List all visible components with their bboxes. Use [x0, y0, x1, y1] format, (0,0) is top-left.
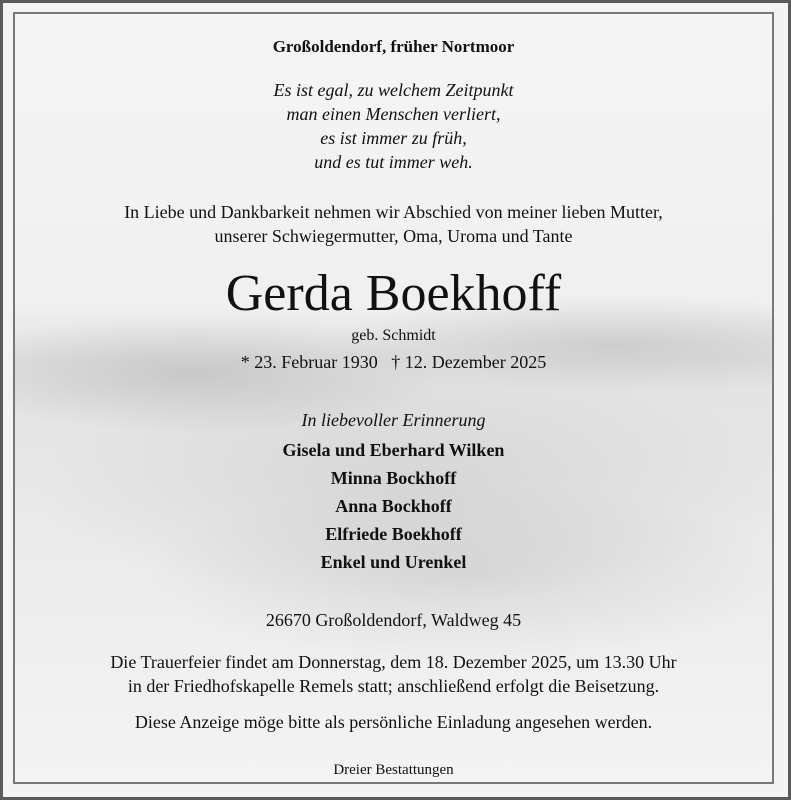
poem-line: und es tut immer weh. [314, 152, 473, 172]
undertaker: Dreier Bestattungen [333, 762, 454, 778]
obituary-sheet [3, 3, 788, 797]
mourner: Enkel und Urenkel [320, 552, 467, 572]
memory-line: In liebevoller Erinnerung [301, 410, 486, 430]
funeral-line: in der Friedhofskapelle Remels statt; anschließend erfolgt die Beisetzung. [127, 676, 660, 696]
mourner: Elfriede Boekhoff [325, 524, 462, 544]
funeral-line: Die Trauerfeier findet am Donnerstag, dem 18. Dezember 2025, um 13.30 Uhr [110, 652, 677, 672]
place: Großoldendorf, früher Nortmoor [272, 37, 515, 56]
maiden-name: geb. Schmidt [351, 327, 436, 344]
mourner: Minna Bockhoff [330, 468, 457, 488]
poem-line: es ist immer zu früh, [320, 128, 467, 148]
poem-line: Es ist egal, zu welchem Zeitpunkt [273, 80, 514, 100]
invitation: Diese Anzeige möge bitte als persönliche Einladung angesehen werden. [134, 712, 653, 732]
mourner: Gisela und Eberhard Wilken [282, 440, 505, 460]
intro-line: In Liebe und Dankbarkeit nehmen wir Abschied von meiner lieben Mutter, [124, 202, 663, 222]
intro-line: unserer Schwiegermutter, Oma, Uroma und Tante [214, 226, 573, 246]
deceased-name: Gerda Boekhoff [225, 265, 562, 322]
poem-line: man einen Menschen verliert, [286, 104, 501, 124]
mourner: Anna Bockhoff [335, 496, 452, 516]
life-dates: * 23. Februar 1930 † 12. Dezember 2025 [240, 352, 547, 372]
obituary-frame [13, 12, 774, 784]
address: 26670 Großoldendorf, Waldweg 45 [265, 610, 522, 630]
